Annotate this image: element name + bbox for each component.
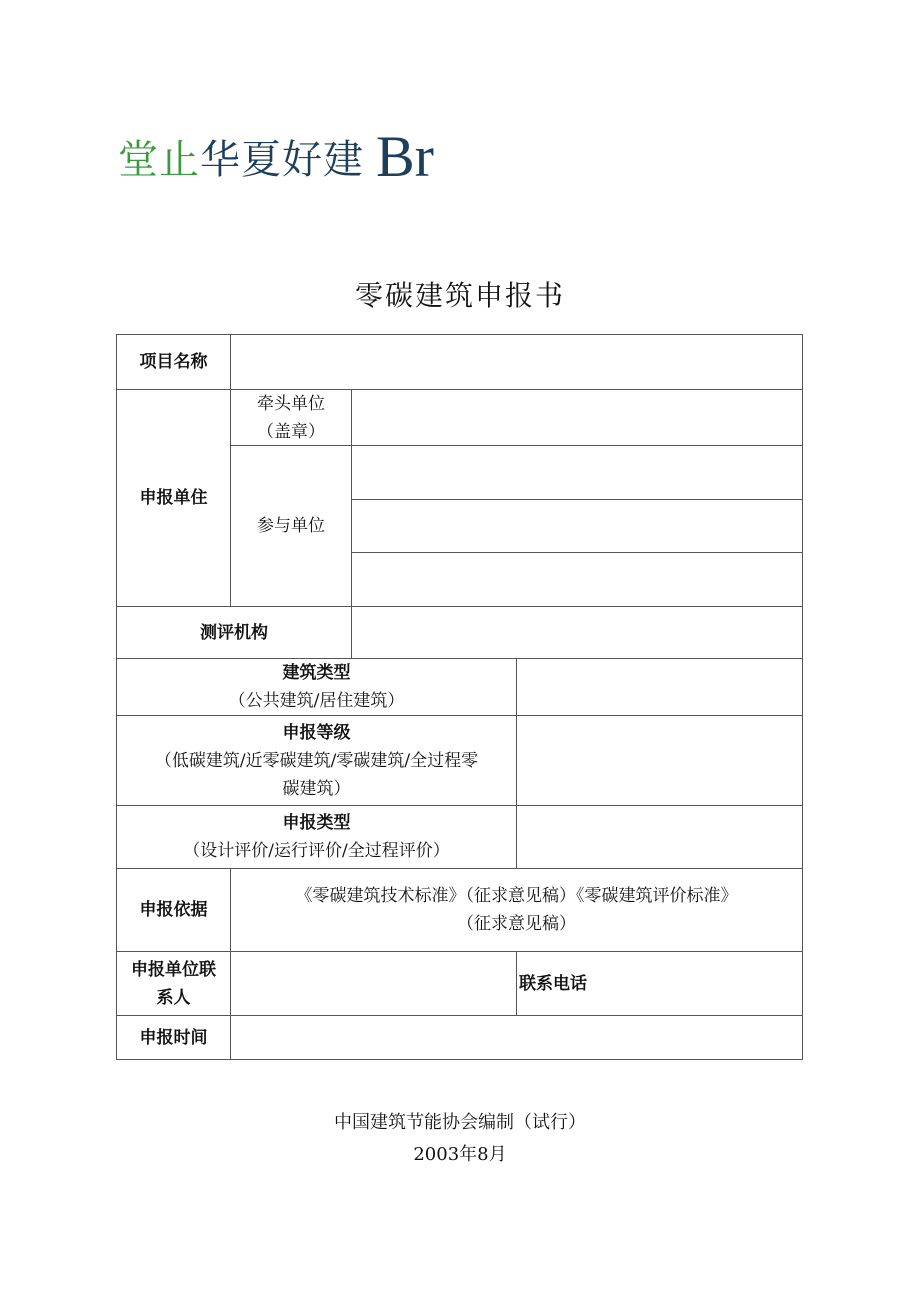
assessor-field[interactable] bbox=[351, 606, 803, 659]
building-type-label bbox=[116, 658, 517, 716]
participant-field-3[interactable] bbox=[351, 552, 803, 607]
footer-publisher: 中国建筑节能协会编制（试行） bbox=[334, 1112, 586, 1133]
grade-title: 申报等级 bbox=[282, 722, 351, 743]
contact-label-line1: 申报单位联 bbox=[131, 959, 216, 980]
building-type-title: 建筑类型 bbox=[282, 663, 351, 683]
application-form bbox=[116, 334, 803, 1060]
grade-label bbox=[116, 715, 517, 806]
contact-field[interactable] bbox=[230, 951, 517, 1016]
contact-label bbox=[116, 951, 231, 1016]
grade-field[interactable] bbox=[516, 715, 803, 806]
logo-text-green: 堂止 bbox=[118, 137, 200, 183]
apply-type-field[interactable] bbox=[516, 805, 803, 869]
lead-unit-label bbox=[230, 389, 352, 446]
apply-type-title: 申报类型 bbox=[282, 813, 351, 833]
footer-date: 2003年8月 bbox=[413, 1144, 507, 1165]
participant-field-1[interactable] bbox=[351, 445, 803, 500]
contact-label-line2: 系人 bbox=[156, 987, 191, 1008]
phone-label: 联系电话 bbox=[516, 951, 803, 1016]
logo-br: Br bbox=[376, 124, 434, 189]
grade-options-line2: 碳建筑） bbox=[282, 778, 351, 799]
page-title: 零碳建筑申报书 bbox=[354, 279, 565, 312]
apply-type-label bbox=[116, 805, 517, 869]
grade-options-line1: （低碳建筑/近零碳建筑/零碳建筑/全过程零 bbox=[154, 750, 479, 771]
date-field[interactable] bbox=[230, 1015, 803, 1060]
lead-unit-field[interactable] bbox=[351, 389, 803, 446]
project-name-field[interactable] bbox=[230, 334, 803, 390]
logo-text-navy: 华夏好建 bbox=[200, 137, 364, 183]
basis-line1: 《零碳建筑技术标准》（征求意见稿）《零碳建筑评价标准》 bbox=[295, 886, 738, 906]
lead-unit-label-line2: （盖章） bbox=[257, 421, 325, 442]
basis-value bbox=[230, 868, 803, 952]
date-label: 申报时间 bbox=[116, 1015, 231, 1060]
lead-unit-label-line1: 牵头单位 bbox=[257, 393, 325, 414]
basis-line2: （征求意见稿） bbox=[457, 914, 576, 934]
applicant-label: 申报单住 bbox=[116, 389, 231, 607]
basis-label: 申报依据 bbox=[116, 868, 231, 952]
logo bbox=[118, 124, 434, 189]
participant-label: 参与单位 bbox=[230, 445, 352, 607]
project-name-label: 项目名称 bbox=[116, 334, 231, 390]
apply-type-options: （设计评价/运行评价/全过程评价） bbox=[183, 841, 450, 861]
building-type-options: （公共建筑/居住建筑） bbox=[228, 691, 405, 711]
building-type-field[interactable] bbox=[516, 658, 803, 716]
participant-field-2[interactable] bbox=[351, 499, 803, 553]
assessor-label: 测评机构 bbox=[116, 606, 352, 659]
